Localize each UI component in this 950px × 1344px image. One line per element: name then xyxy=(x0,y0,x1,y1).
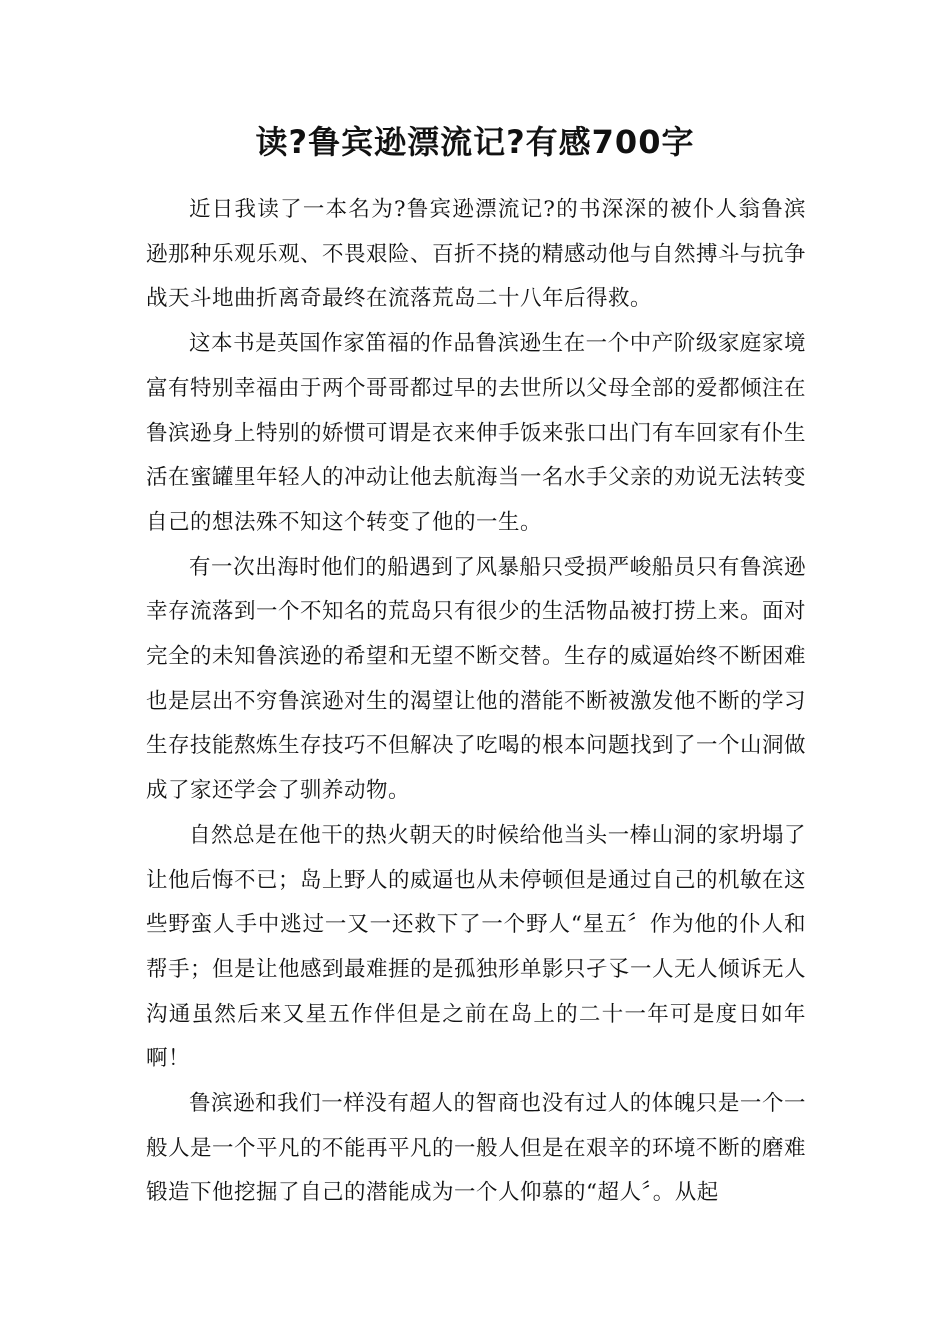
paragraph-1: 近日我读了一本名为?鲁宾逊漂流记?的书深深的被仆人翁鲁滨逊那种乐观乐观、不畏艰险、百折不挠的精感动他与自然搏斗与抗争战天斗地曲折离奇最终在流落荒岛二十八年后得救。 xyxy=(146,197,807,312)
document-title: 读?鲁宾逊漂流记?有感700字 xyxy=(255,123,695,161)
paragraph-4: 自然总是在他干的热火朝天的时候给他当头一棒山洞的家坍塌了让他后悔不已；岛上野人的威逼也从未停顿但是通过自己的机敏在这些野蛮人手中逃过一又一还救下了一个野人“星五〞作为他的仆人和帮手；但是让他感到最难捱的是孤独形单影只孑孓一人无人倾诉无人沟通虽然后来又星五作伴但是之前在岛上的二十一年可是度日如年啊！ xyxy=(146,822,807,1072)
paragraph-3: 有一次出海时他们的船遇到了风暴船只受损严峻船员只有鲁滨逊幸存流落到一个不知名的荒岛只有很少的生活物品被打捞上来。面对完全的未知鲁滨逊的希望和无望不断交替。生存的威逼始终不断困难也是层出不穷鲁滨逊对生的渴望让他的潜能不断被激发他不断的学习生存技能熬炼生存技巧不但解决了吃喝的根本问题找到了一个山洞做成了家还学会了驯养动物。 xyxy=(146,554,807,804)
paragraph-5: 鲁滨逊和我们一样没有超人的智商也没有过人的体魄只是一个一般人是一个平凡的不能再平凡的一般人但是在艰辛的环境不断的磨难锻造下他挖掘了自己的潜能成为一个人仰慕的“超人〞。从起 xyxy=(146,1091,807,1206)
paragraph-2: 这本书是英国作家笛福的作品鲁滨逊生在一个中产阶级家庭家境富有特别幸福由于两个哥哥都过早的去世所以父母全部的爱都倾注在鲁滨逊身上特别的娇惯可谓是衣来伸手饭来张口出门有车回家有仆生活在蜜罐里年轻人的冲动让他去航海当一名水手父亲的劝说无法转变自己的想法殊不知这个转变了他的一生。 xyxy=(146,331,807,535)
document-body xyxy=(146,188,806,1216)
